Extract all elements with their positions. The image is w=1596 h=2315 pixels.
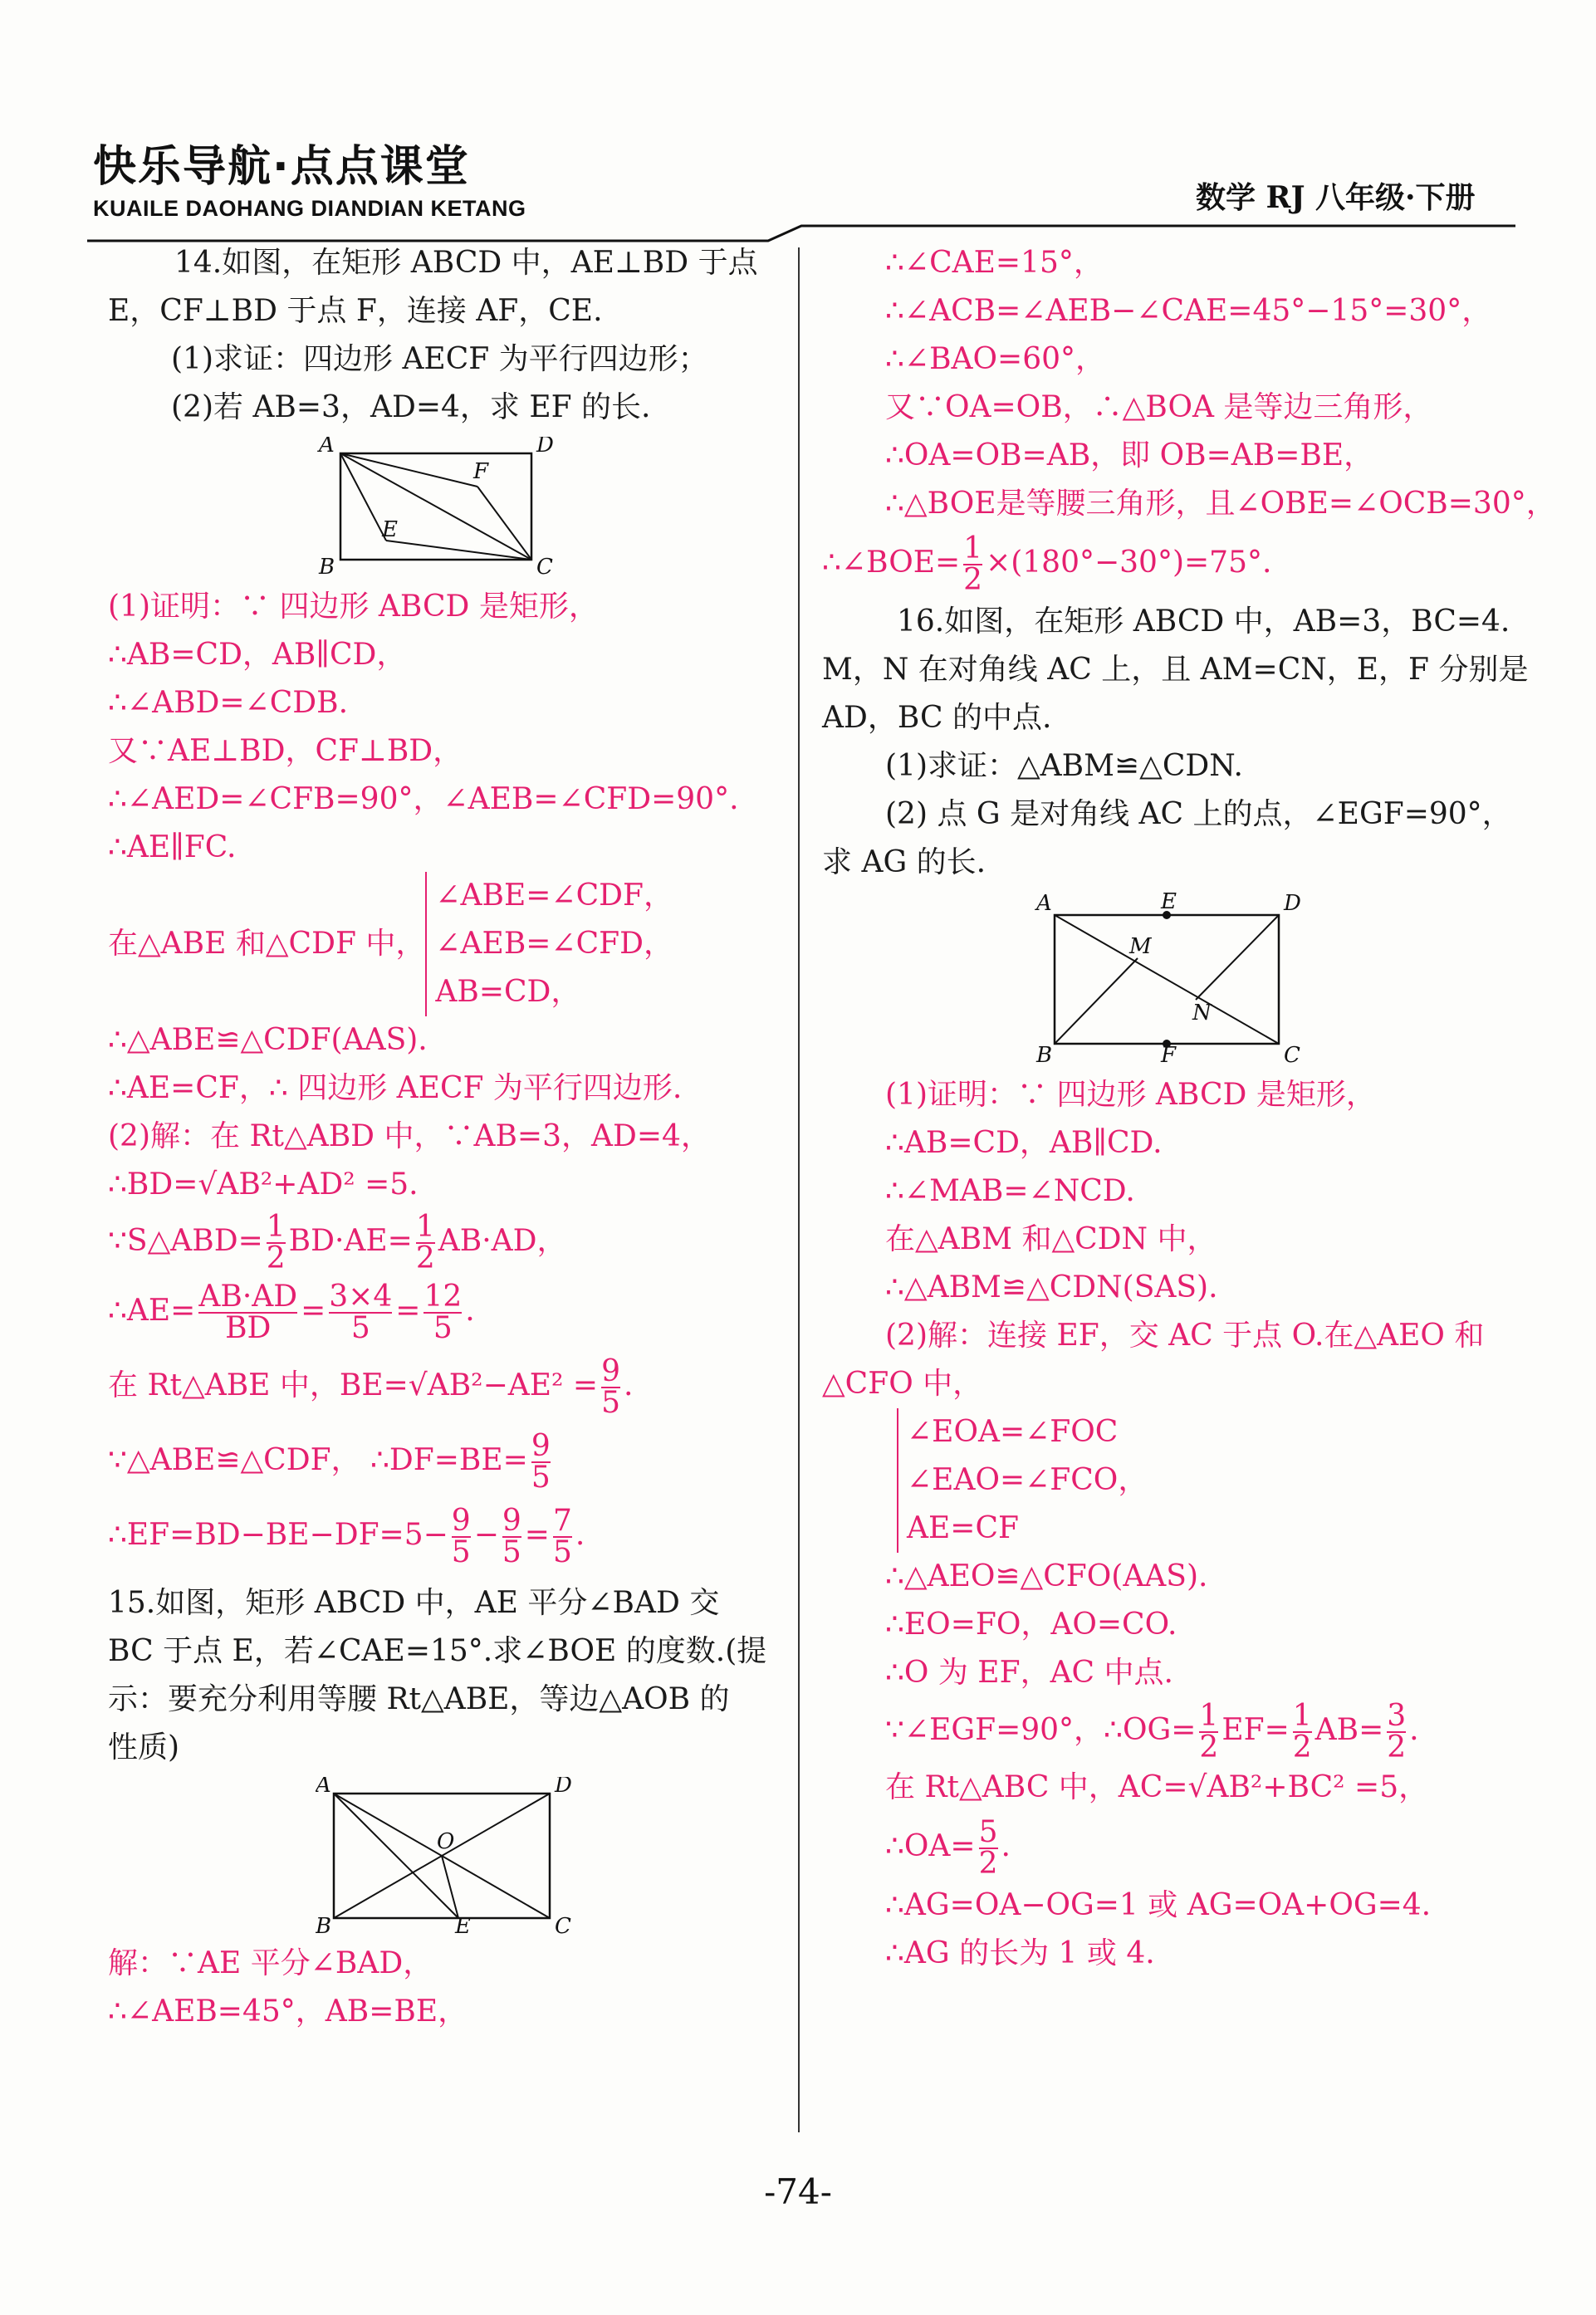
a16-line5: ∴△ABM≌△CDN(SAS). <box>885 1270 1218 1304</box>
q14-line2: E，CF⊥BD 于点 F，连接 AF，CE. <box>108 294 603 328</box>
a16-line9: ∴EO=FO，AO=CO. <box>885 1608 1177 1642</box>
a14-line2: ∴AB=CD，AB∥CD， <box>108 638 407 672</box>
fraction: $\frac{1}{2}$ <box>415 1210 435 1275</box>
a16-line11: ∵∠EGF=90°，∴OG= $\frac{1}{2}$ EF= $\frac{1}{2}$ AB= $\frac{3}{2}$ . <box>885 1699 1419 1764</box>
q15-line4: 性质) <box>108 1730 180 1764</box>
fig14-label-a: A <box>319 437 335 458</box>
q15-line1: 15.如图，矩形 ABCD 中，AE 平分∠BAD 交 <box>108 1586 720 1620</box>
a14-line3: ∴∠ABD=∠CDB. <box>108 686 349 720</box>
q16-line1: 16.如图，在矩形 ABCD 中，AB=3，BC=4. <box>897 604 1510 639</box>
fig14-label-b: B <box>319 555 335 578</box>
fraction: $\frac{12}{5}$ <box>423 1280 463 1345</box>
figure-q14 <box>316 437 781 578</box>
a14-brace-block <box>108 872 781 1016</box>
a14-l11-a: ∵S△ABD= <box>108 1224 263 1258</box>
fraction: $\frac{7}{5}$ <box>552 1504 572 1569</box>
right-column <box>822 239 1556 1978</box>
fig16-diag-ac <box>1055 915 1279 1044</box>
fig16-label-c: C <box>1284 1043 1300 1066</box>
fig14-label-c: C <box>536 555 553 578</box>
fig16-label-m: M <box>1129 934 1152 959</box>
a14-l14-a: ∵△ABE≌△CDF， ∴DF=BE= <box>108 1443 528 1477</box>
q15-line3: 示：要充分利用等腰 Rt△ABE，等边△AOB 的 <box>108 1682 730 1716</box>
fig16-label-d: D <box>1284 892 1301 916</box>
fig14-cf <box>477 487 531 560</box>
a14-l11-b: BD·AE= <box>288 1224 413 1258</box>
figure-q16 <box>1030 892 1528 1066</box>
a15c-line7 <box>822 528 1511 598</box>
fraction: $\frac{3}{2}$ <box>1387 1699 1407 1764</box>
fig14-af <box>340 453 477 487</box>
series-title: 快乐导航·点点课堂 <box>93 142 470 192</box>
a16-line15: ∴AG 的长为 1 或 4. <box>885 1936 1155 1970</box>
a15c-line2: ∴∠ACB=∠AEB−∠CAE=45°−15°=30°， <box>885 294 1492 328</box>
a15c-line3: ∴∠BAO=60°， <box>885 342 1106 376</box>
fraction: $\frac{1}{2}$ <box>1199 1699 1219 1764</box>
column-divider <box>798 247 800 2132</box>
fraction: $\frac{1}{2}$ <box>266 1210 286 1275</box>
series-subtitle: KUAILE DAOHANG DIANDIAN KETANG <box>93 196 526 221</box>
a16-l13-a: ∴OA= <box>885 1829 976 1863</box>
a14-line9: (2)解：在 Rt△ABD 中，∵AB=3，AD=4， <box>108 1119 711 1153</box>
a14-line11 <box>108 1209 781 1274</box>
fraction: $\frac{9}{5}$ <box>451 1504 471 1569</box>
fig16-label-b: B <box>1036 1043 1053 1066</box>
a14-l15-a: ∴EF=BD−BE−DF=5− <box>108 1518 448 1552</box>
page-number: -74- <box>764 2171 832 2212</box>
a14-l11-c: AB·AD， <box>438 1224 567 1258</box>
q14-line3: (1)求证：四边形 AECF 为平行四边形； <box>171 342 708 376</box>
fig16-label-e: E <box>1161 892 1177 914</box>
fraction: $\frac{1}{2}$ <box>963 531 983 597</box>
a16-line14: ∴AG=OA−OG=1 或 AG=OA+OG=4. <box>885 1888 1432 1922</box>
a15c-l7-a: ∴∠BOE= <box>822 546 961 580</box>
a16-brace <box>897 1408 1148 1553</box>
fraction: $\frac{AB\cdot AD}{BD}$ <box>198 1280 298 1345</box>
a16-line7: △CFO 中， <box>822 1367 983 1401</box>
fraction: $\frac{9}{5}$ <box>502 1504 521 1569</box>
a16-brace-row: ∠EAO=∠FCO， <box>907 1463 1148 1497</box>
fraction: $\frac{1}{2}$ <box>1292 1699 1312 1764</box>
a16-line6: (2)解：连接 EF，交 AC 于点 O.在△AEO 和 <box>885 1319 1485 1353</box>
a14-l13-a: 在 Rt△ABE 中，BE=√AB²−AE² = <box>108 1368 599 1402</box>
a14-line12: ∴AE= $\frac{AB\cdot AD}{BD}$ = $\frac{3\times 4}{5}$ = $\frac{12}{5}$ . <box>108 1280 475 1345</box>
fig14-label-f: F <box>473 459 489 484</box>
fig15-label-d: D <box>555 1777 572 1798</box>
a15c-line1: ∴∠CAE=15°， <box>885 246 1104 280</box>
fig15-ae <box>334 1794 458 1918</box>
a14-brace-lead: 在△ABE 和△CDF 中， <box>108 927 426 961</box>
fig14-ce <box>386 541 531 560</box>
fraction: $\frac{5}{2}$ <box>978 1815 998 1881</box>
a16-brace-row: ∠EOA=∠FOC <box>907 1415 1119 1449</box>
left-column <box>108 239 781 2036</box>
a16-line3: ∴∠MAB=∠NCD. <box>885 1174 1135 1208</box>
a14-line10: ∴BD=√AB²+AD² =5. <box>108 1167 419 1202</box>
q16-line6: 求 AG 的长. <box>822 845 986 879</box>
fig15-label-b: B <box>316 1914 332 1935</box>
q14-line4: (2)若 AB=3，AD=4，求 EF 的长. <box>171 390 651 424</box>
fraction: $\frac{9}{5}$ <box>601 1354 620 1420</box>
fraction: $\frac{3\times 4}{5}$ <box>329 1280 393 1345</box>
q16-line3: AD，BC 的中点. <box>822 701 1052 735</box>
fig16-label-n: N <box>1192 1001 1212 1025</box>
a15-line2: ∴∠AEB=45°，AB=BE， <box>108 1994 468 2029</box>
a14-line13: 在 Rt△ABE 中，BE=√AB²−AE² = $\frac{9}{5}$ . <box>108 1354 634 1420</box>
a15c-line5: ∴OA=OB=AB，即 OB=AB=BE， <box>885 438 1374 472</box>
a14-brace-row: ∠ABE=∠CDF， <box>435 879 674 913</box>
fig14-label-e: E <box>382 517 398 542</box>
a14-line1: (1)证明：∵ 四边形 ABCD 是矩形， <box>108 590 599 624</box>
q16-line5: (2) 点 G 是对角线 AC 上的点，∠EGF=90°， <box>885 797 1512 831</box>
fig14-label-d: D <box>536 437 554 458</box>
a14-line15: ∴EF=BD−BE−DF=5− $\frac{9}{5}$ − $\frac{9}{5}$ = $\frac{7}{5}$ . <box>108 1504 585 1569</box>
a14-brace-row: ∠AEB=∠CFD， <box>435 927 674 961</box>
a16-line12: 在 Rt△ABC 中，AC=√AB²+BC² =5， <box>885 1770 1429 1804</box>
a14-line8: ∴AE=CF，∴ 四边形 AECF 为平行四边形. <box>108 1071 683 1105</box>
figure-q15 <box>316 1777 781 1935</box>
fraction: $\frac{9}{5}$ <box>531 1429 551 1495</box>
a14-brace-row: AB=CD， <box>435 975 581 1009</box>
a16-line10: ∴O 为 EF，AC 中点. <box>885 1656 1173 1690</box>
fig15-label-c: C <box>555 1914 571 1935</box>
fig16-label-a: A <box>1036 892 1052 916</box>
q16-line4: (1)求证：△ABM≌△CDN. <box>885 749 1243 783</box>
a14-line4: 又∵AE⊥BD，CF⊥BD， <box>108 734 463 768</box>
q16-line2: M，N 在对角线 AC 上，且 AM=CN，E，F 分别是 <box>822 653 1529 687</box>
a16-l11-c: AB= <box>1314 1713 1384 1747</box>
a16-line2: ∴AB=CD，AB∥CD. <box>885 1126 1163 1160</box>
a15c-line6: ∴△BOE是等腰三角形，且∠OBE=∠OCB=30°， <box>885 487 1556 521</box>
a16-line13: ∴OA= $\frac{5}{2}$ . <box>885 1815 1011 1881</box>
a14-line6: ∴AE∥FC. <box>108 830 237 864</box>
a16-brace-row: AE=CF <box>907 1511 1019 1545</box>
fig15-label-e: E <box>455 1914 471 1935</box>
a16-l11-a: ∵∠EGF=90°，∴OG= <box>885 1713 1197 1747</box>
fig15-label-o: O <box>437 1829 455 1854</box>
a16-line8: ∴△AEO≌△CFO(AAS). <box>885 1559 1208 1593</box>
a16-l11-b: EF= <box>1221 1713 1290 1747</box>
a14-l12-a: ∴AE= <box>108 1294 196 1328</box>
a14-line7: ∴△ABE≌△CDF(AAS). <box>108 1023 428 1057</box>
a16-line4: 在△ABM 和△CDN 中， <box>885 1222 1217 1256</box>
a14-line14 <box>108 1423 781 1498</box>
a15c-line4: 又∵OA=OB，∴△BOA 是等边三角形， <box>885 390 1433 424</box>
fig16-bm <box>1055 958 1138 1044</box>
a16-brace-block <box>822 1408 1511 1553</box>
fig15-label-a: A <box>316 1777 331 1798</box>
q14-line1: 14.如图，在矩形 ABCD 中，AE⊥BD 于点 <box>174 246 758 280</box>
fig16-label-f: F <box>1161 1043 1177 1066</box>
fig16-dn <box>1196 915 1279 1000</box>
a15c-l7-b: ×(180°−30°)=75°. <box>986 546 1272 580</box>
book-label: 数学 RJ 八年级·下册 <box>1196 180 1476 215</box>
a14-line5: ∴∠AED=∠CFB=90°，∠AEB=∠CFD=90°. <box>108 782 739 816</box>
q15-line2: BC 于点 E，若∠CAE=15°.求∠BOE 的度数.(提 <box>108 1634 767 1668</box>
a16-line1: (1)证明：∵ 四边形 ABCD 是矩形， <box>885 1078 1376 1112</box>
a14-brace <box>425 872 673 1016</box>
a15-line1: 解：∵AE 平分∠BAD， <box>108 1946 433 1980</box>
